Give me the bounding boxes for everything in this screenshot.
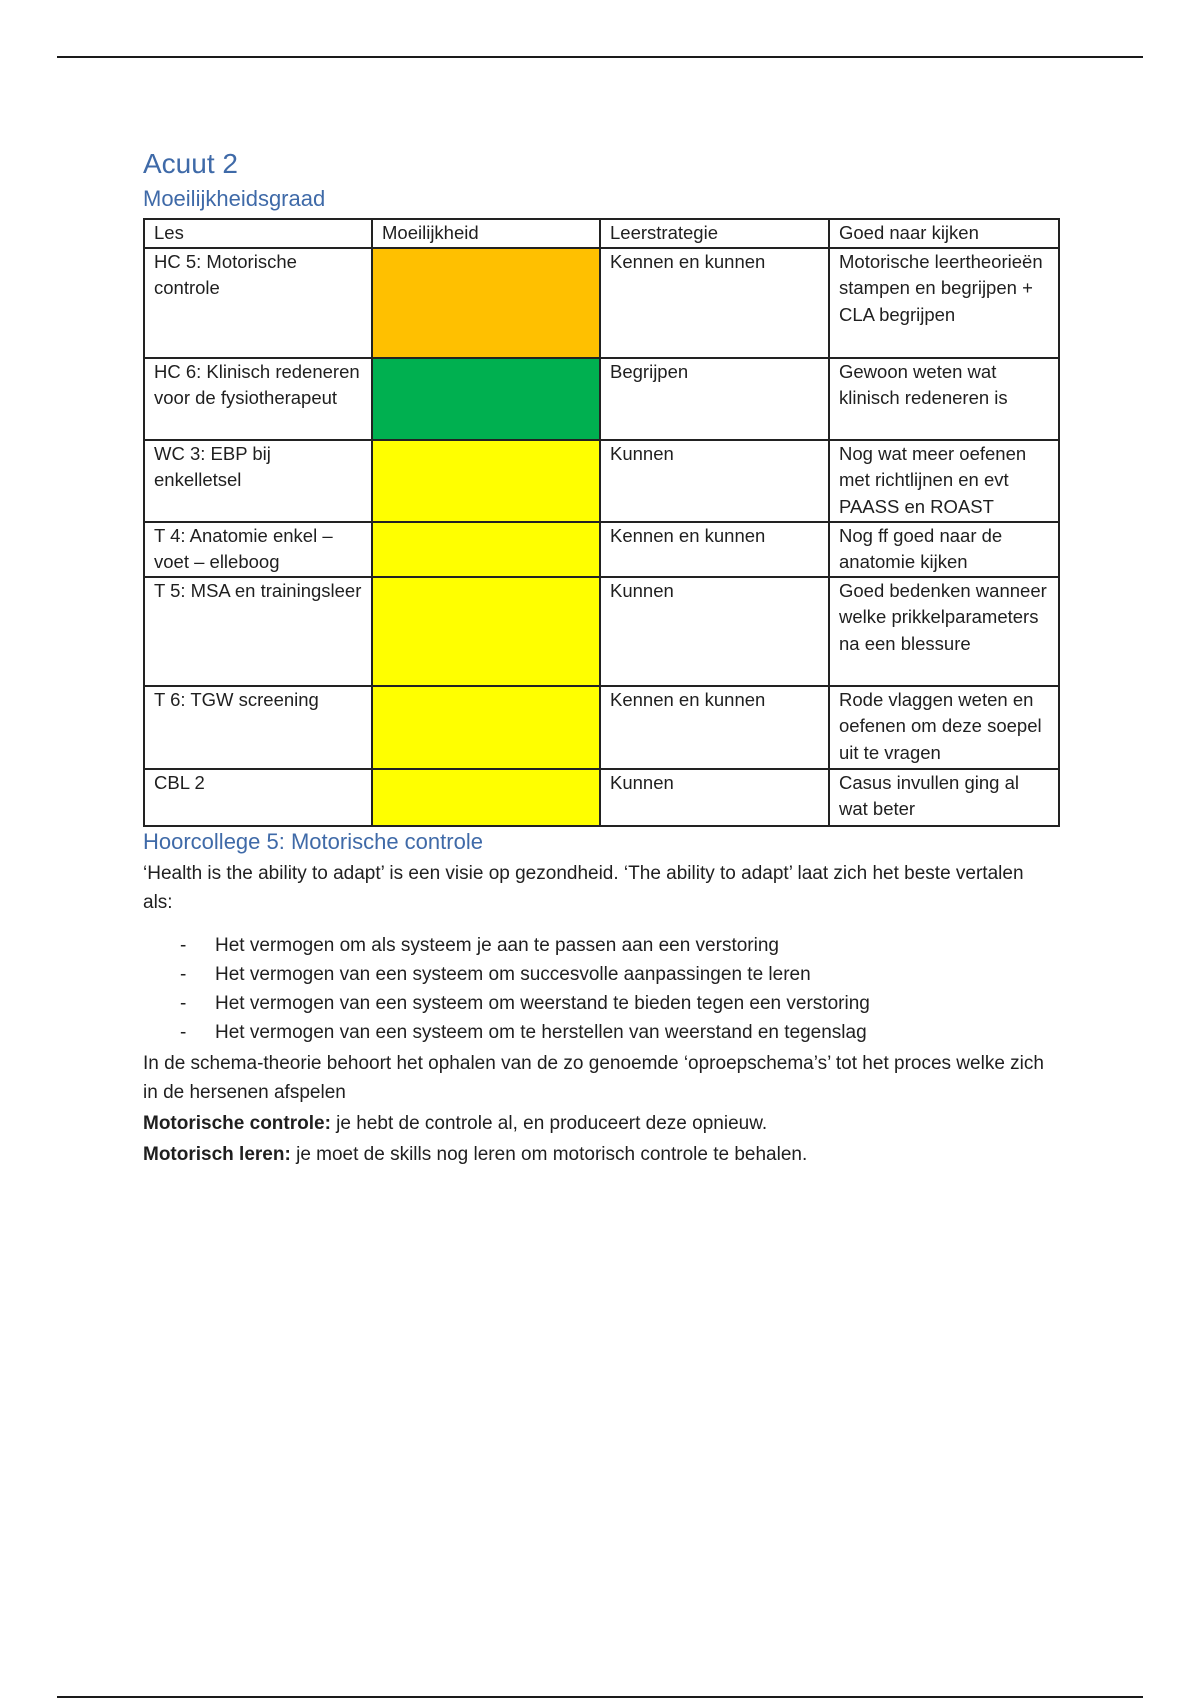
list-item-text: Het vermogen van een systeem om te herstellen van weerstand en tegenslag bbox=[215, 1021, 867, 1043]
les-cell: CBL 2 bbox=[144, 769, 372, 826]
dash-bullet: - bbox=[180, 1021, 187, 1043]
dash-bullet: - bbox=[180, 963, 187, 985]
focus-cell: Casus invullen ging al wat beter bbox=[829, 769, 1059, 826]
strategy-cell: Kunnen bbox=[600, 440, 829, 522]
difficulty-color-cell bbox=[372, 769, 600, 826]
table-row bbox=[144, 248, 1059, 358]
list-item bbox=[143, 1018, 1058, 1047]
les-cell: T 6: TGW screening bbox=[144, 686, 372, 769]
focus-cell: Nog wat meer oefenen met richtlijnen en evt PAASS en ROAST bbox=[829, 440, 1059, 522]
table-row bbox=[144, 577, 1059, 686]
column-header: Goed naar kijken bbox=[829, 219, 1059, 248]
strategy-cell: Begrijpen bbox=[600, 358, 829, 440]
focus-cell: Gewoon weten wat klinisch redeneren is bbox=[829, 358, 1059, 440]
table-row bbox=[144, 522, 1059, 577]
difficulty-color-cell bbox=[372, 686, 600, 769]
dash-bullet: - bbox=[180, 992, 187, 1014]
difficulty-color-cell bbox=[372, 577, 600, 686]
intro-paragraph: ‘Health is the ability to adapt’ is een visie op gezondheid. ‘The ability to adapt’ laat zich het beste vertalen als: bbox=[143, 862, 1024, 913]
definition-term: Motorisch leren: bbox=[143, 1143, 291, 1165]
dash-list bbox=[143, 931, 1058, 1047]
les-cell: WC 3: EBP bij enkelletsel bbox=[144, 440, 372, 522]
difficulty-color-cell bbox=[372, 358, 600, 440]
page-content bbox=[143, 144, 1058, 1169]
les-cell: HC 6: Klinisch redeneren voor de fysiotherapeut bbox=[144, 358, 372, 440]
list-item bbox=[143, 989, 1058, 1018]
list-item-text: Het vermogen van een systeem om weerstand te bieden tegen een verstoring bbox=[215, 992, 870, 1014]
difficulty-color-cell bbox=[372, 248, 600, 358]
definition-motorische-controle bbox=[143, 1109, 1058, 1138]
table-header-row bbox=[144, 219, 1059, 248]
schema-paragraph: In de schema-theorie behoort het ophalen van de zo genoemde ‘oproepschema’s’ tot het proces welke zich in de hersenen afspelen bbox=[143, 1052, 1044, 1103]
difficulty-heading: Moeilijkheidsgraad bbox=[143, 186, 326, 211]
strategy-cell: Kunnen bbox=[600, 769, 829, 826]
table-row bbox=[144, 769, 1059, 826]
strategy-cell: Kennen en kunnen bbox=[600, 686, 829, 769]
column-header: Leerstrategie bbox=[600, 219, 829, 248]
focus-cell: Rode vlaggen weten en oefenen om deze soepel uit te vragen bbox=[829, 686, 1059, 769]
document-title: Acuut 2 bbox=[143, 148, 238, 179]
list-item-text: Het vermogen van een systeem om succesvolle aanpassingen te leren bbox=[215, 963, 811, 985]
column-header: Moeilijkheid bbox=[372, 219, 600, 248]
footer-rule bbox=[57, 1696, 1143, 1698]
definition-term: Motorische controle: bbox=[143, 1112, 331, 1134]
difficulty-table bbox=[143, 218, 1060, 827]
list-item bbox=[143, 960, 1058, 989]
definition-motorisch-leren bbox=[143, 1140, 1058, 1169]
strategy-cell: Kennen en kunnen bbox=[600, 522, 829, 577]
difficulty-color-cell bbox=[372, 440, 600, 522]
definition-text: je hebt de controle al, en produceert deze opnieuw. bbox=[330, 1112, 768, 1134]
list-item bbox=[143, 931, 1058, 960]
lecture-heading: Hoorcollege 5: Motorische controle bbox=[143, 828, 483, 854]
definition-text: je moet de skills nog leren om motorisch controle te behalen. bbox=[290, 1143, 808, 1165]
strategy-cell: Kunnen bbox=[600, 577, 829, 686]
strategy-cell: Kennen en kunnen bbox=[600, 248, 829, 358]
list-item-text: Het vermogen om als systeem je aan te passen aan een verstoring bbox=[215, 934, 779, 956]
les-cell: HC 5: Motorische controle bbox=[144, 248, 372, 358]
focus-cell: Nog ff goed naar de anatomie kijken bbox=[829, 522, 1059, 577]
column-header: Les bbox=[144, 219, 372, 248]
header-rule bbox=[57, 56, 1143, 58]
focus-cell: Goed bedenken wanneer welke prikkelparameters na een blessure bbox=[829, 577, 1059, 686]
focus-cell: Motorische leertheorieën stampen en begrijpen + CLA begrijpen bbox=[829, 248, 1059, 358]
table-row bbox=[144, 440, 1059, 522]
difficulty-color-cell bbox=[372, 522, 600, 577]
table-row bbox=[144, 686, 1059, 769]
les-cell: T 5: MSA en trainingsleer bbox=[144, 577, 372, 686]
les-cell: T 4: Anatomie enkel – voet – elleboog bbox=[144, 522, 372, 577]
table-row bbox=[144, 358, 1059, 440]
dash-bullet: - bbox=[180, 934, 187, 956]
